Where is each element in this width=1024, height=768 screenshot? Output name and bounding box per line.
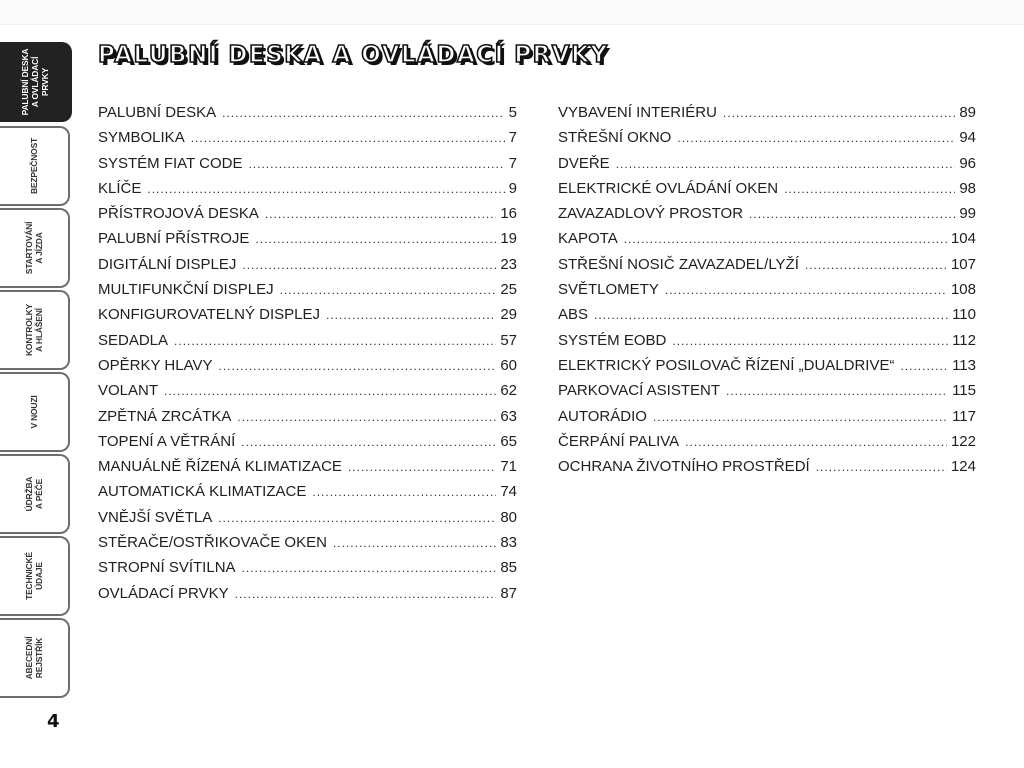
tab-label: STARTOVÁNÍ A JÍZDA (24, 221, 44, 275)
tab-kontrolky-a-hlaseni[interactable] (0, 290, 70, 370)
toc-entry-page: 80 (500, 508, 517, 526)
tab-label: ÚDRŽBA A PÉČE (24, 476, 44, 512)
toc-entry[interactable] (98, 226, 517, 251)
toc-entry-title: SYMBOLIKA (98, 129, 185, 147)
toc-entry-page: 124 (950, 458, 976, 476)
toc-entry-page: 62 (500, 382, 517, 400)
toc-entry[interactable] (98, 581, 517, 606)
toc-entry[interactable] (98, 353, 517, 378)
toc-entry-title: MULTIFUNKČNÍ DISPLEJ (98, 281, 274, 299)
toc-dot-leader (255, 227, 496, 252)
toc-entry-title: PŘÍSTROJOVÁ DESKA (98, 205, 259, 223)
toc-entry-title: STŘEŠNÍ OKNO (558, 129, 672, 147)
toc-entry-title: DIGITÁLNÍ DISPLEJ (98, 255, 237, 273)
toc-entry-title: AUTORÁDIO (558, 407, 647, 425)
toc-entry-title: KAPOTA (558, 230, 618, 248)
toc-entry[interactable] (98, 302, 517, 327)
toc-dot-leader (241, 430, 496, 455)
toc-entry-page: 115 (952, 382, 976, 400)
toc-entry[interactable] (98, 176, 517, 201)
toc-entry[interactable] (558, 176, 976, 201)
toc-entry[interactable] (98, 429, 517, 454)
toc-entry-page: 63 (500, 407, 517, 425)
toc-entry-page: 96 (959, 154, 976, 172)
toc-dot-leader (248, 152, 504, 177)
toc-dot-leader (235, 582, 497, 607)
tab-technicke-udaje[interactable] (0, 536, 70, 616)
toc-entry[interactable] (98, 125, 517, 150)
toc-dot-leader (147, 177, 504, 202)
toc-entry-page: 85 (500, 559, 517, 577)
toc-entry[interactable] (558, 277, 976, 302)
toc-dot-leader (749, 202, 955, 227)
toc-entry-page: 89 (959, 104, 976, 121)
toc-dot-leader (624, 227, 947, 252)
toc-dot-leader (900, 354, 948, 379)
toc-entry-title: ELEKTRICKÉ OVLÁDÁNÍ OKEN (558, 179, 779, 197)
toc-dot-leader (653, 405, 948, 430)
toc-dot-leader (242, 253, 496, 278)
toc-entry-title: SEDADLA (98, 331, 169, 349)
toc-entry[interactable] (558, 100, 976, 125)
toc-dot-leader (219, 354, 497, 379)
toc-entry-page: 16 (500, 205, 517, 223)
toc-entry-title: ELEKTRICKÝ POSILOVAČ ŘÍZENÍ „DUALDRIVE“ (558, 356, 895, 374)
toc-left-column (98, 100, 517, 606)
toc-entry-title: MANUÁLNĚ ŘÍZENÁ KLIMATIZACE (98, 458, 342, 476)
toc-dot-leader (164, 379, 496, 404)
toc-entry-page: 112 (952, 331, 976, 349)
toc-entry[interactable] (558, 353, 976, 378)
tab-label: KONTROLKY A HLÁŠENÍ (24, 303, 44, 357)
toc-entry-page: 19 (500, 230, 517, 248)
toc-entry-title: ZAVAZADLOVÝ PROSTOR (558, 205, 744, 223)
toc-dot-leader (805, 253, 947, 278)
toc-entry[interactable] (558, 404, 976, 429)
toc-dot-leader (174, 329, 496, 354)
toc-entry-page: 9 (508, 179, 517, 197)
toc-entry[interactable] (98, 555, 517, 580)
toc-entry[interactable] (98, 252, 517, 277)
toc-entry[interactable] (98, 151, 517, 176)
toc-entry-page: 74 (500, 483, 517, 501)
toc-entry-title: DVEŘE (558, 154, 610, 172)
toc-entry-title: STŘEŠNÍ NOSIČ ZAVAZADEL/LYŽÍ (558, 255, 799, 273)
toc-entry[interactable] (558, 226, 976, 251)
toc-dot-leader (280, 278, 497, 303)
toc-entry-page: 117 (952, 407, 976, 425)
toc-dot-leader (723, 101, 955, 126)
toc-entry-title: STROPNÍ SVÍTILNA (98, 559, 236, 577)
toc-entry-page: 65 (500, 432, 517, 450)
toc-dot-leader (242, 556, 497, 581)
toc-dot-leader (784, 177, 955, 202)
toc-entry[interactable] (558, 429, 976, 454)
toc-entry-page: 7 (508, 129, 517, 147)
toc-entry[interactable] (98, 404, 517, 429)
tab-bezpecnost[interactable] (0, 126, 70, 206)
tab-label: PALUBNÍ DESKA A OVLÁDACÍ PRVKY (20, 48, 50, 116)
toc-dot-leader (191, 126, 505, 151)
toc-dot-leader (616, 152, 956, 177)
toc-dot-leader (816, 455, 947, 480)
toc-dot-leader (348, 455, 496, 480)
toc-dot-leader (222, 101, 505, 126)
toc-entry-page: 122 (950, 432, 976, 450)
toc-entry[interactable] (558, 328, 976, 353)
toc-entry-title: ČERPÁNÍ PALIVA (558, 432, 680, 450)
toc-entry[interactable] (98, 100, 517, 125)
toc-entry[interactable] (558, 125, 976, 150)
toc-entry[interactable] (98, 505, 517, 530)
toc-entry-page: 94 (959, 129, 976, 147)
tab-abecedni-rejstrik[interactable] (0, 618, 70, 698)
toc-entry-title: SVĚTLOMETY (558, 281, 659, 299)
toc-entry-title: PALUBNÍ PŘÍSTROJE (98, 230, 250, 248)
toc-dot-leader (312, 480, 496, 505)
tab-label: ABECEDNÍ REJSTŘÍK (24, 636, 44, 680)
tab-startovani-a-jizda[interactable] (0, 208, 70, 288)
toc-entry-title: KONFIGUROVATELNÝ DISPLEJ (98, 306, 320, 324)
toc-entry-title: TOPENÍ A VĚTRÁNÍ (98, 432, 236, 450)
toc-dot-leader (326, 303, 496, 328)
toc-entry-title: SYSTÉM FIAT CODE (98, 154, 243, 172)
toc-dot-leader (265, 202, 496, 227)
toc-right-column (558, 100, 976, 479)
toc-entry-title: SYSTÉM EOBD (558, 331, 667, 349)
toc-entry-title: STĚRAČE/OSTŘIKOVAČE OKEN (98, 534, 327, 552)
toc-entry-page: 60 (500, 356, 517, 374)
toc-entry-title: VOLANT (98, 382, 159, 400)
toc-entry-page: 57 (500, 331, 517, 349)
toc-entry-page: 104 (950, 230, 976, 248)
toc-entry-title: PALUBNÍ DESKA (98, 104, 217, 121)
toc-dot-leader (665, 278, 947, 303)
toc-entry-title: ZPĚTNÁ ZRCÁTKA (98, 407, 232, 425)
toc-entry-page: 25 (500, 281, 517, 299)
top-bar (0, 0, 1024, 25)
toc-entry[interactable] (98, 454, 517, 479)
toc-dot-leader (726, 379, 948, 404)
toc-entry-page: 5 (508, 104, 517, 121)
page-number: 4 (47, 711, 60, 732)
toc-entry-title: OVLÁDACÍ PRVKY (98, 584, 229, 602)
toc-entry[interactable] (98, 277, 517, 302)
toc-entry-title: KLÍČE (98, 179, 142, 197)
tab-label: BEZPEČNOST (29, 137, 39, 195)
toc-entry-page: 29 (500, 306, 517, 324)
toc-entry-page: 98 (959, 179, 976, 197)
toc-entry[interactable] (98, 378, 517, 403)
toc-entry[interactable] (558, 201, 976, 226)
tab-label: TECHNICKÉ ÚDAJE (24, 552, 44, 600)
toc-entry-title: VYBAVENÍ INTERIÉRU (558, 104, 717, 121)
toc-dot-leader (237, 405, 496, 430)
toc-dot-leader (218, 506, 496, 531)
toc-entry[interactable] (98, 530, 517, 555)
toc-dot-leader (685, 430, 947, 455)
toc-dot-leader (677, 126, 955, 151)
toc-entry-title: OCHRANA ŽIVOTNÍHO PROSTŘEDÍ (558, 458, 810, 476)
toc-entry-page: 108 (950, 281, 976, 299)
toc-entry-title: PARKOVACÍ ASISTENT (558, 382, 720, 400)
toc-entry[interactable] (98, 201, 517, 226)
toc-entry[interactable] (558, 302, 976, 327)
toc-dot-leader (594, 303, 948, 328)
tab-v-nouzi[interactable] (0, 372, 70, 452)
toc-entry-page: 110 (952, 306, 976, 324)
toc-entry[interactable] (558, 151, 976, 176)
toc-entry-page: 83 (500, 534, 517, 552)
toc-entry-title: OPĚRKY HLAVY (98, 356, 213, 374)
toc-entry[interactable] (558, 252, 976, 277)
tab-palubni-deska[interactable] (0, 42, 72, 122)
toc-entry-title: VNĚJŠÍ SVĚTLA (98, 508, 213, 526)
toc-entry-page: 71 (500, 458, 517, 476)
toc-entry-title: AUTOMATICKÁ KLIMATIZACE (98, 483, 307, 501)
tab-label: V NOUZI (29, 395, 39, 429)
toc-entry[interactable] (558, 454, 976, 479)
toc-entry-page: 87 (500, 584, 517, 602)
toc-entry-page: 113 (952, 356, 976, 374)
toc-entry[interactable] (558, 378, 976, 403)
toc-entry-page: 107 (950, 255, 976, 273)
toc-entry-page: 7 (508, 154, 517, 172)
toc-entry-title: ABS (558, 306, 589, 324)
toc-entry-page: 99 (959, 205, 976, 223)
page-title: PALUBNÍ DESKA A OVLÁDACÍ PRVKY (98, 42, 609, 68)
toc-dot-leader (333, 531, 496, 556)
toc-entry[interactable] (98, 479, 517, 504)
toc-dot-leader (672, 329, 948, 354)
tab-udrzba-a-pece[interactable] (0, 454, 70, 534)
toc-entry-page: 23 (500, 255, 517, 273)
toc-entry[interactable] (98, 328, 517, 353)
